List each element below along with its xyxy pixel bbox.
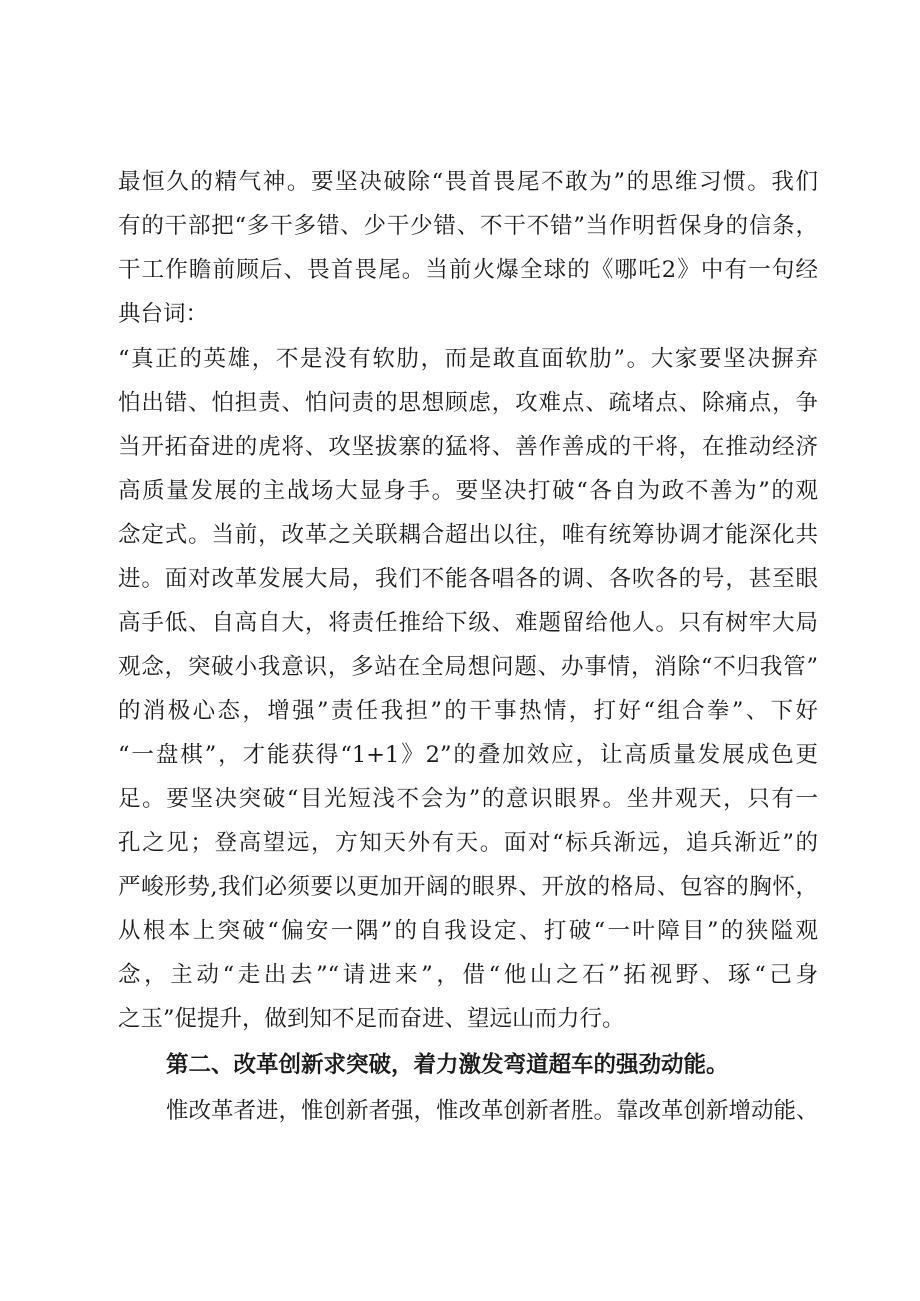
text-line: 之玉”促提升，做到知不足而奋进、望远山而力行。: [118, 1006, 625, 1032]
text-line: “真正的英雄，不是没有软肋，而是敢直面软肋”。大家要坚决摒弃: [118, 346, 818, 372]
text-line: 高质量发展的主战场大显身手。要坚决打破“各自为政不善为”的观: [118, 478, 818, 504]
text-line: 观念，突破小我意识，多站在全局想问题、办事情，消除“不归我管”: [118, 654, 818, 680]
text-line: 念，主动“走出去”“请进来”，借“他山之石”拓视野、琢“己身: [118, 962, 818, 988]
text-line: 念定式。当前，改革之关联耦合超出以往，唯有统筹协调才能深化共: [118, 522, 818, 548]
text-line: 当开拓奋进的虎将、攻坚拔寨的猛将、善作善成的干将，在推动经济: [118, 434, 818, 460]
text-line: 孔之见；登高望远，方知天外有天。面对“标兵渐远，追兵渐近”的: [118, 830, 818, 856]
text-line: 的消极心态，增强”责任我担”的干事热情，打好“组合拳”、下好: [118, 698, 818, 724]
text-line: 怕出错、怕担责、怕问责的思想顾虑，攻难点、疏堵点、除痛点，争: [118, 390, 818, 416]
section-heading: 第二、改革创新求突破，着力激发弯道超车的强劲动能。: [166, 1052, 729, 1078]
text-line: 进。面对改革发展大局，我们不能各唱各的调、各吹各的号，甚至眼: [118, 566, 818, 592]
text-line: 有的干部把“多干多错、少干少错、不干不错”当作明哲保身的信条，: [118, 213, 818, 239]
text-line: 足。要坚决突破“目光短浅不会为”的意识眼界。坐井观天，只有一: [118, 786, 818, 812]
text-line: 最恒久的精气神。要坚决破除“畏首畏尾不敢为”的思维习惯。我们: [118, 169, 818, 195]
text-line: 高手低、自高自大，将责任推给下级、难题留给他人。只有树牢大局: [118, 610, 818, 636]
text-line: 典台词：: [118, 301, 209, 327]
text-line: 严峻形势,我们必须要以更加开阔的眼界、开放的格局、包容的胸怀，: [118, 874, 818, 900]
text-line: 惟改革者进，惟创新者强，惟改革创新者胜。靠改革创新增动能、: [166, 1098, 819, 1124]
text-line: 从根本上突破“偏安一隅”的自我设定、打破“一叶障目”的狭隘观: [118, 918, 818, 944]
text-line: “一盘棋”，才能获得“1+1》2”的叠加效应，让高质量发展成色更: [118, 742, 818, 768]
text-line: 干工作瞻前顾后、畏首畏尾。当前火爆全球的《哪吒2》中有一句经: [118, 257, 818, 283]
